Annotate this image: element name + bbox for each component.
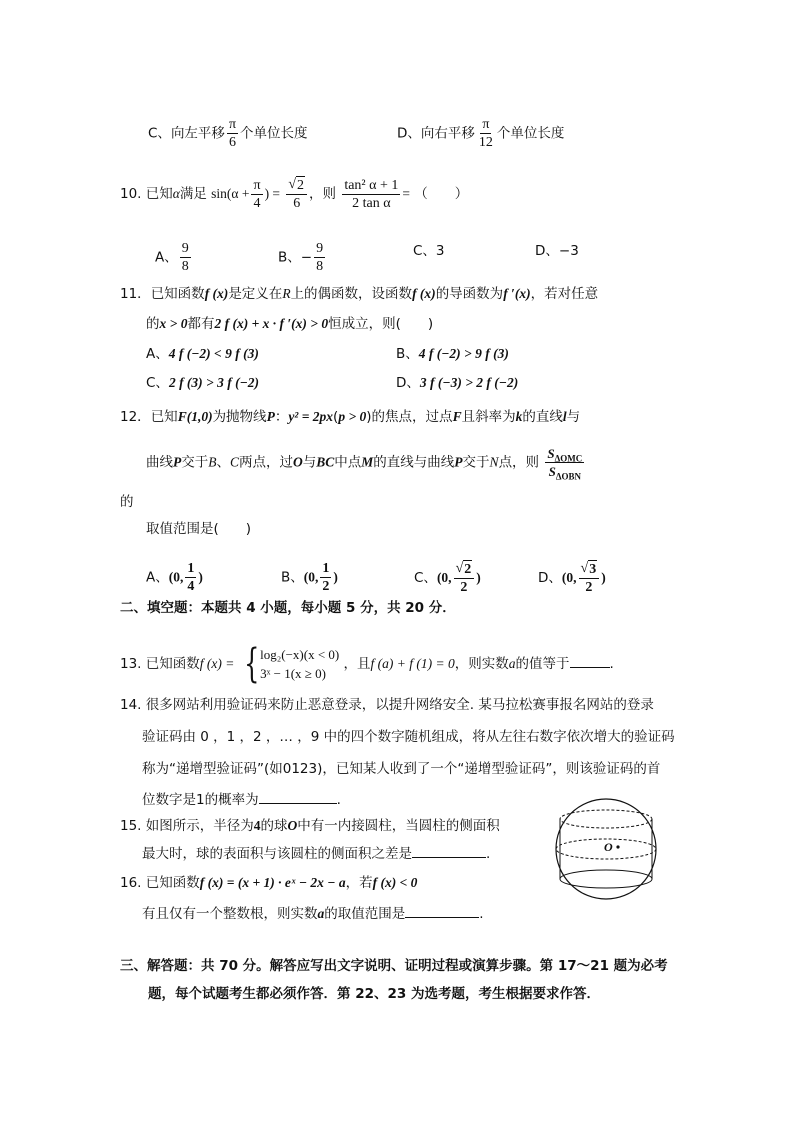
fraction [314,240,325,275]
stem-text: . [336,792,341,808]
q15-line2 [142,843,490,864]
stem-text: 且斜率为 [461,409,516,425]
math-expr: 4 f (−2) > 9 f (3) [418,346,509,361]
math-expr: sin(α + [211,186,250,201]
math-symbol: O [293,454,303,470]
question-number: 12． [120,409,151,425]
math-symbol: B [208,454,217,470]
math-expr: f (x) = [199,656,235,671]
question-number: 10. [120,186,142,202]
stem-text: 上的偶函数，设函数 [290,286,413,302]
stem-text: 交于 [181,454,209,471]
fraction [454,560,475,596]
q9-option-c [148,116,308,151]
case-1: log₂(−x)(x < 0) [260,647,340,662]
q11-option-a [146,344,259,364]
option-label: C、 [146,375,169,391]
stem-text: 已知函数 [150,286,205,302]
q10-option-c: C、3 [413,243,445,259]
numerator [545,445,584,463]
fraction [579,560,600,596]
math-symbol: F [452,409,462,424]
radicand: 2 [464,562,472,577]
area-ratio-fraction [545,445,584,480]
stem-text: 是定义在 [228,286,283,302]
math-symbol: l [562,409,567,424]
fraction [342,177,400,212]
math-expr: = [402,186,410,201]
fraction [185,560,196,595]
numerator: 9 [181,241,189,256]
stem-text: 已知函数 [145,656,200,672]
denominator: 4 [253,195,261,211]
stem-text: 已知 [150,409,178,425]
stem-text: ( [333,409,339,425]
center-label: O [604,840,613,854]
option-text: 个单位长度 [240,125,308,142]
denominator: 2 tan α [352,195,391,211]
stem-text: 的导函数为 [435,286,504,302]
math-expr: f (x) < 0 [372,875,418,890]
numerator: π [482,117,490,132]
cases [260,645,339,683]
q11-line2 [146,314,433,334]
numerator: π [253,177,261,193]
stem-text: ，则 [309,186,337,202]
option-label: D、 [397,125,421,142]
area-symbol: S [548,464,556,479]
q14-line2: 验证码由 0 ，1 ，2 ，… ，9 中的四个数字随机组成，将从左往右数字依次增大的验证码 [142,729,675,745]
answer-blank[interactable] [570,653,610,668]
stem-text: 16. 已知函数 [120,875,200,891]
stem-text: ： [274,409,289,425]
math-symbol: a [508,656,516,671]
option-label: A、 [155,249,178,266]
denominator: 6 [293,196,301,211]
stem-text: . [609,656,614,672]
numerator [454,560,475,579]
denominator: 8 [316,259,324,274]
stem-text: 交于 [462,454,490,471]
math-expr: f (x) = (x + 1) · eˣ − 2x − a [199,875,346,890]
stem-text: 两点，过 [239,454,294,471]
math-symbol: R [282,286,291,301]
math-expr: f (x) [204,286,229,301]
math-symbol: BC [316,454,335,470]
stem-text: 为抛物线 [212,409,267,425]
stem-text: 曲线 [146,454,173,471]
stem-text: 最大时，球的表面积与该圆柱的侧面积之差是 [142,846,412,862]
option-text: 个单位长度 [496,125,565,142]
q12-option-c [414,560,481,596]
q12-de: 的 [120,494,134,510]
center-point [616,845,619,848]
brace-symbol: { [243,641,260,687]
stem-text: 都有 [187,316,215,332]
option-label: D、 [538,570,562,586]
option-label: C、 [148,125,171,142]
option-text: 向左平移 [170,125,225,142]
fraction [227,116,238,151]
answer-blank[interactable] [405,903,479,918]
option-label: A、 [146,346,169,362]
option-label: A、 [146,569,169,586]
option-label: B、 [281,569,304,586]
denominator: 12 [478,135,493,150]
fraction [477,116,495,151]
q16-line1 [120,873,417,893]
stem-text: . [486,846,491,862]
math-expr: ) [601,570,606,585]
math-expr: F(1,0) [177,409,213,424]
denominator: 2 [460,580,468,595]
stem-text: 恒成立，则( ) [328,316,434,332]
q11-line1 [120,284,598,304]
denominator: 8 [181,259,189,274]
q11-option-b [396,344,509,364]
stem-text: 的球 [260,818,288,834]
math-expr: ) = [264,186,281,201]
q14-line4 [142,789,341,810]
math-expr: (0, [168,569,184,585]
q14-line3: 称为“递增型验证码”(如0123)，已知某人收到了一个“递增型验证码”，则该验证码的首 [142,761,661,777]
q11-option-c [146,373,259,393]
math-expr: ) [476,570,481,585]
section-2-heading: 二、填空题：本题共 4 小题，每小题 5 分，共 20 分． [120,600,456,616]
stem-text: 点，则 [498,454,540,471]
math-symbol: P [266,409,275,424]
q10-option-b [278,240,327,275]
math-expr: ) [198,569,203,585]
numerator: tan² α + 1 [344,177,399,193]
sphere-cylinder-figure [548,795,664,905]
math-symbol: P [173,454,182,470]
denominator [547,463,583,480]
numerator: 1 [322,561,330,576]
stem-text: 、 [216,454,230,471]
section-3-heading-line2: 题，每个试题考生都必须作答．第 22、23 为选考题，考生根据要求作答． [148,986,600,1002]
fraction [286,176,307,212]
math-symbol: M [361,454,374,470]
q12-line2 [146,445,586,480]
stem-text: )的焦点，过点 [366,409,453,425]
stem-text: 与 [566,409,581,425]
math-symbol: N [489,454,499,470]
q12-option-a [146,560,203,595]
denominator: 2 [585,580,593,595]
subscript: ΔOMC [554,453,583,464]
math-expr: f ′(x) [503,286,531,301]
option-label: B、 [396,346,419,362]
denominator: 6 [228,135,236,150]
math-expr: ) [333,569,338,585]
math-expr: (0, [561,570,577,585]
piecewise-function [239,641,340,687]
numerator [286,176,307,195]
area-symbol: S [547,446,555,461]
option-label: B、− [278,249,313,266]
stem-text: ，且 [343,656,371,672]
answer-paren: （ ） [414,186,469,202]
stem-text: ，则实数 [454,656,509,672]
math-symbol: α [172,186,180,201]
math-expr: p > 0 [338,409,367,424]
denominator: 2 [322,579,330,594]
sqrt: √ 2 [455,561,472,577]
option-label: D、 [396,375,420,391]
radicand: 2 [297,178,305,193]
math-expr: 4 f (−2) < 9 f (3) [168,346,259,361]
radicand: 3 [589,562,597,577]
math-symbol: a [317,906,325,921]
stem-text: ，若 [345,875,373,891]
math-number: 4 [253,818,261,833]
math-expr: f (x) [412,286,436,301]
q12-line3: 取值范围是( ) [146,521,252,537]
stem-text: 已知 [145,186,173,202]
numerator [579,560,600,579]
math-expr: 2 f (x) + x · f ′(x) > 0 [214,316,329,331]
numerator: 1 [187,561,195,576]
math-expr: y² = 2px [288,409,334,424]
answer-blank[interactable] [259,789,337,804]
numerator: π [228,117,237,132]
stem-text: 位数字是1的概率为 [142,792,259,808]
stem-text: 与 [302,454,317,471]
stem-text: 中点 [334,454,362,471]
fraction [180,240,191,275]
case-2: 3ˣ − 1(x ≥ 0) [260,666,327,681]
stem-text: 的 [146,316,160,332]
math-symbol: k [515,409,523,424]
question-number: 11． [120,286,151,302]
stem-text: ，若对任意 [530,286,599,302]
math-expr: 2 f (3) > 3 f (−2) [168,375,260,390]
fraction [320,560,331,595]
q12-option-d [538,560,606,596]
q10-option-d: D、−3 [535,243,579,259]
q10-stem [120,176,468,212]
stem-text: 的直线与曲线 [373,454,455,471]
math-expr: (0, [436,570,452,585]
q10-option-a [155,240,193,275]
section-3-heading-line1: 三、解答题：共 70 分。解答应写出文字说明、证明过程或演算步骤。第 17～21 题为必考 [120,958,668,974]
fraction [251,177,262,212]
stem-text: 的取值范围是 [324,906,406,922]
q11-option-d [396,373,518,393]
q9-option-d [397,116,564,151]
math-expr: f (a) + f (1) = 0 [370,656,455,671]
answer-blank[interactable] [412,843,486,858]
option-label: C、 [414,570,437,586]
q15-line1 [120,816,500,836]
stem-text: 的值等于 [515,656,570,672]
q12-line1 [120,407,580,427]
stem-text: 有且仅有一个整数根，则实数 [142,906,318,922]
stem-text: 中有一内接圆柱，当圆柱的侧面积 [297,818,500,834]
math-expr: (0, [303,569,319,585]
subscript: ΔOBN [555,471,581,482]
stem-text: 满足 [179,186,207,202]
q13-stem [120,641,614,687]
option-text: 向右平移 [420,125,475,142]
math-expr: x > 0 [159,316,188,331]
numerator: 9 [316,241,324,256]
stem-text: . [479,906,484,922]
cylinder-bottom [560,870,652,888]
question-number: 13. [120,656,142,672]
stem-text: 15. 如图所示，半径为 [120,818,254,834]
sqrt: √ 2 [288,177,305,193]
math-symbol: O [287,818,298,833]
denominator: 4 [187,579,195,594]
stem-text: 的直线 [522,409,563,425]
math-symbol: P [454,454,463,470]
q14-line1: 14. 很多网站利用验证码来防止恶意登录，以提升网络安全. 某马拉松赛事报名网站的登录 [120,697,654,713]
math-expr: 3 f (−3) > 2 f (−2) [419,375,519,390]
cylinder-top [560,810,652,828]
q16-line2 [142,903,484,924]
sqrt: √ 3 [580,561,597,577]
math-symbol: C [230,454,240,470]
q12-option-b [281,560,338,595]
